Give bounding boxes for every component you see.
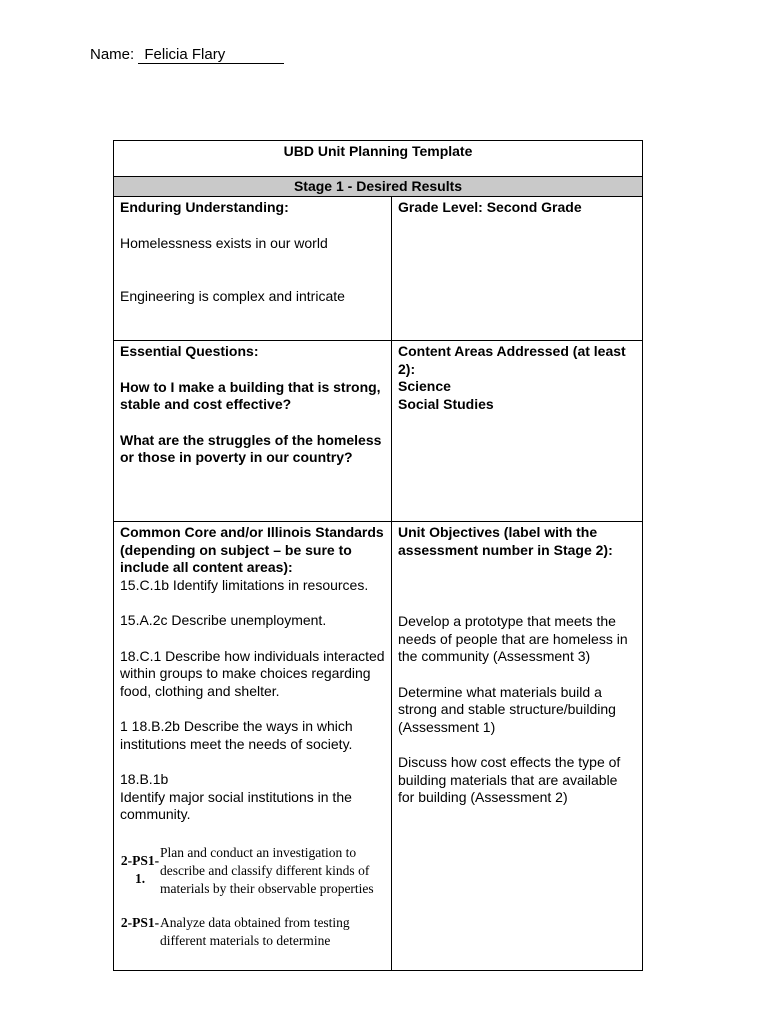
- enduring-label: Enduring Understanding:: [120, 199, 289, 215]
- standards-cell: [114, 522, 392, 970]
- content-area-item: Science: [398, 378, 451, 394]
- content-area-item: Social Studies: [398, 395, 494, 412]
- grade-level-cell: [392, 197, 642, 340]
- table-row: [114, 522, 642, 970]
- grade-level: Grade Level: Second Grade: [398, 199, 582, 215]
- name-label: Name:: [90, 46, 135, 63]
- ngss-text: Analyze data obtained from testing different materials to determine: [160, 914, 350, 948]
- enduring-understanding-cell: [114, 197, 392, 340]
- name-field[interactable]: Felicia Flary: [138, 46, 284, 64]
- table-row: [114, 341, 642, 522]
- standard-item: 18.C.1 Describe how individuals interacted within groups to make choices regarding food, clothing and shelter.: [120, 647, 385, 699]
- standard-item: 15.C.1b Identify limitations in resources.: [120, 576, 369, 593]
- objective-item: Discuss how cost effects the type of building materials that are available for building (Assessment 2): [398, 754, 621, 805]
- ngss-code: 2-PS1-: [120, 914, 160, 930]
- standard-item: 15.A.2c Describe unemployment.: [120, 612, 327, 628]
- essential-label: Essential Questions:: [120, 343, 259, 359]
- objective-item: Determine what materials build a strong and stable structure/building (Assessment 1): [398, 683, 616, 735]
- enduring-item: Homelessness exists in our world: [120, 234, 328, 251]
- essential-question: How to I make a building that is strong, stable and cost effective?: [120, 378, 381, 412]
- enduring-item: Engineering is complex and intricate: [120, 288, 345, 304]
- ngss-standard: [120, 844, 385, 898]
- objectives-label: Unit Objectives (label with the assessment number in Stage 2):: [398, 524, 613, 558]
- standard-item: 18.B.1b: [120, 771, 169, 787]
- stage-header: Stage 1 - Desired Results: [114, 177, 642, 197]
- content-areas-cell: [392, 341, 642, 521]
- objective-item: Develop a prototype that meets the needs of people that are homeless in the community (Assessment 3): [398, 613, 628, 664]
- essential-question: What are the struggles of the homeless or those in poverty in our country?: [120, 431, 382, 465]
- ngss-text: Plan and conduct an investigation to describe and classify different kinds of materials by their observable properties: [160, 844, 374, 896]
- ngss-code: 2-PS1-1.: [120, 852, 160, 886]
- name-line: [90, 46, 284, 64]
- content-areas-label: Content Areas Addressed (at least 2):: [398, 343, 626, 377]
- unit-objectives-cell: [392, 522, 642, 970]
- ngss-standard: [120, 914, 385, 950]
- standards-label: Common Core and/or Illinois Standards (depending on subject – be sure to include all content areas):: [120, 524, 384, 575]
- standard-item: Identify major social institutions in the community.: [120, 788, 352, 822]
- standard-item: 1 18.B.2b Describe the ways in which institutions meet the needs of society.: [120, 718, 353, 752]
- essential-questions-cell: [114, 341, 392, 521]
- unit-planning-table: [113, 140, 643, 971]
- table-title: UBD Unit Planning Template: [114, 141, 642, 177]
- table-row: [114, 197, 642, 341]
